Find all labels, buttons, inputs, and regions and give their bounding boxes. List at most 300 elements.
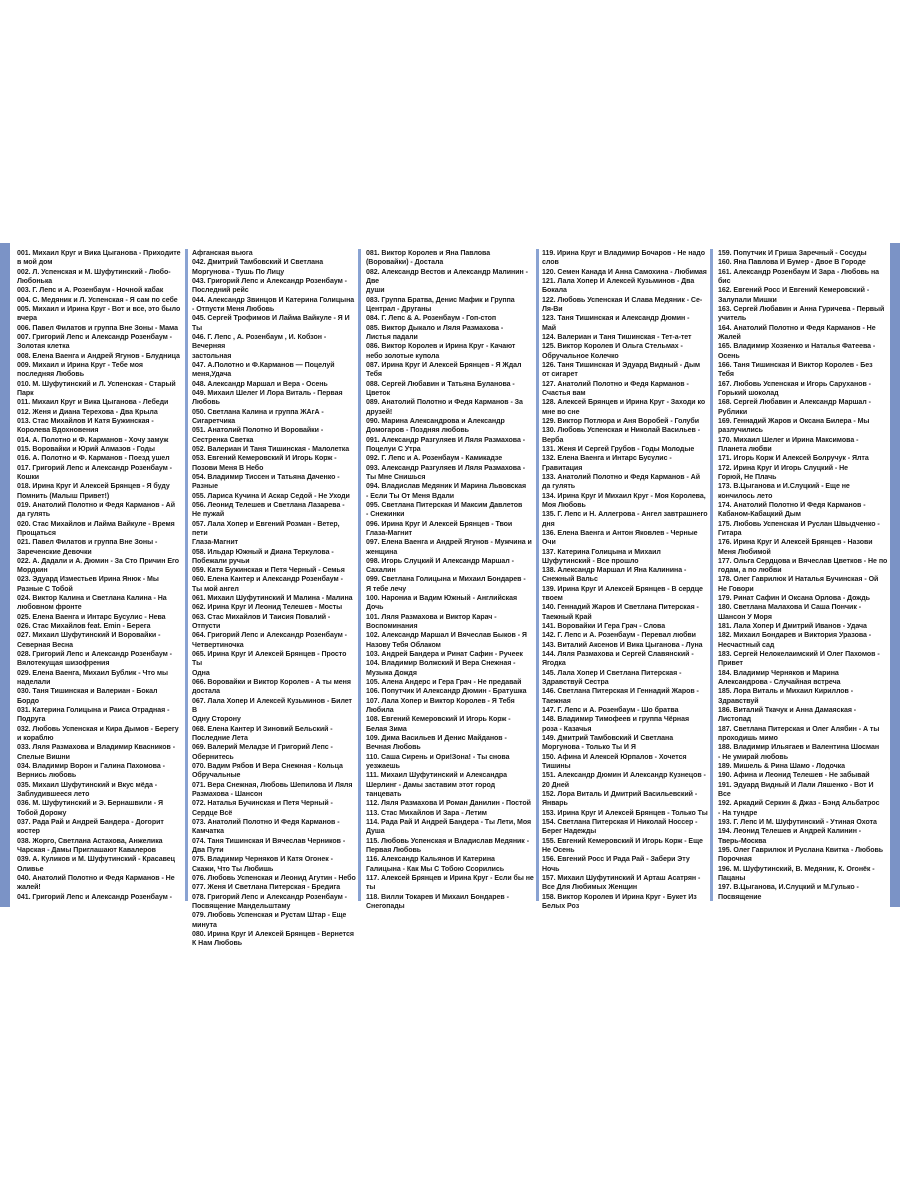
track-line: Посвящение	[718, 893, 762, 901]
track-line: 145. Лала Хопер И Светлана Питерская -	[542, 669, 682, 677]
track-line: Посвящение Мандельштаму	[192, 902, 291, 910]
track-line: застольная	[192, 352, 232, 360]
track-line: мне во сне	[542, 408, 580, 416]
track-line: Горький шоколад	[718, 389, 779, 397]
track-line: 010. М. Шуфутинский и Л. Успенская - Старый	[17, 380, 176, 388]
track-line: 015. Воровайки и Юрий Алмазов - Годы	[17, 445, 155, 453]
track-line: Музыка Дождя	[366, 669, 417, 677]
track-line: 091. Александр Разгуляев И Ляля Размахова -	[366, 436, 526, 444]
track-line: 064. Григорий Лепс и Александр Розенбаум -	[192, 632, 347, 640]
track-line: 134. Ирина Круг И Михаил Круг - Моя Королева,	[542, 492, 706, 500]
track-line: Оливье	[17, 865, 44, 873]
track-line: 023. Эдуард Изместьев Ирина Янюк - Мы	[17, 576, 159, 584]
track-line: и кораблю	[17, 735, 54, 743]
track-line: 033. Ляля Размахова и Владимир Квасников -	[17, 744, 176, 752]
track-line: 153. Ирина Круг И Алексей Брянцев - Только Ты	[542, 809, 708, 817]
track-line: проходишь мимо	[718, 735, 778, 743]
track-line: 116. Александр Кальянов И Катерина	[366, 856, 495, 864]
track-line: Тебя	[718, 371, 734, 379]
track-line: Глаза-Магнит	[192, 539, 239, 547]
track-line: костер	[17, 828, 40, 836]
track-line: 154. Светлана Питерская И Николай Носсер -	[542, 819, 698, 827]
track-line: 111. Михаил Шуфутинский и Александра	[366, 772, 507, 780]
track-line: 163. Сергей Любавин и Анна Гуричева - Первый	[718, 305, 885, 313]
track-line: 057. Лала Хопер и Евгений Розман - Ветер, пети	[192, 520, 340, 537]
track-line: Берег Надежды	[542, 828, 597, 836]
track-line: да гулять	[17, 511, 51, 519]
track-line: 068. Елена Кантер И Зиновий Бельский -	[192, 725, 333, 733]
track-line: 056. Леонид Телешев и Светлана Лазарева -	[192, 501, 345, 509]
track-line: Сердце Всё	[192, 809, 233, 817]
track-line: 178. Олег Гаврилюк И Наталья Бучинская - Ой	[718, 576, 879, 584]
track-line: 109. Дима Васильев И Денис Майданов -	[366, 735, 507, 743]
track-line: 045. Сергей Трофимов И Лайма Вайкуле - Я И	[192, 315, 350, 323]
track-line: 018. Ирина Круг И Алексей Брянцев - Я буду	[17, 483, 170, 491]
track-line: 005. Михаил и Ирина Круг - Вот и все, это было	[17, 305, 181, 313]
track-line: 168. Сергей Любавин и Александр Маршал -	[718, 399, 871, 407]
track-line: Александрова - Случайная встреча	[718, 679, 841, 687]
track-line: 002. Л. Успенская и М. Шуфутинский - Любо-	[17, 268, 171, 276]
track-line: 061. Михаил Шуфутинский И Малина - Малина	[192, 595, 353, 603]
track-line: Все Для Любимых Женщин	[542, 884, 638, 892]
track-line: 146. Светлана Питерская И Геннадий Жаров -	[542, 688, 699, 696]
track-line: - На тундре	[718, 809, 758, 817]
tracklist-column-2	[192, 249, 356, 948]
track-line: Дочь	[366, 604, 384, 612]
track-lines	[366, 249, 538, 911]
track-line: 079. Любовь Успенская и Рустам Штар - Еще	[192, 912, 347, 920]
track-line: 021. Павел Филатов и группа Вне Зоны -	[17, 539, 158, 547]
track-line: Чарская - Дамы Приглашают Кавалеров	[17, 847, 156, 854]
track-line: Любонька	[17, 277, 53, 285]
track-line: 084. Г. Лепс & А. Розенбаум - Гоп-стоп	[366, 315, 497, 323]
track-line: - Если Ты От Меня Вдали	[366, 492, 455, 500]
track-line: Рублики	[718, 408, 748, 416]
track-line: 123. Таня Тишинская и Александр Дюмин -	[542, 315, 690, 323]
track-line: 184. Владимир Черняков и Марина	[718, 669, 839, 677]
track-line: Назову Тебя Облаком	[366, 641, 441, 649]
track-line: 008. Елена Ваенга и Андрей Ягунов - Блудница	[17, 352, 180, 360]
track-line: Здравствуй Сестра	[542, 679, 609, 687]
track-line: 160. Яна Павлова И Бумер - Двое В Городе	[718, 259, 866, 267]
track-line: минута	[192, 921, 217, 929]
track-line: 089. Анатолий Полотно и Федя Карманов - За	[366, 399, 523, 407]
track-line: в мой дом	[17, 259, 53, 267]
track-line: Два Пути	[192, 847, 224, 854]
track-line: 161. Александр Розенбаум И Зара - Любовь на	[718, 268, 880, 276]
tracklist-sheet	[0, 243, 900, 948]
track-line: 104. Владимир Волжский И Вера Снежная -	[366, 660, 516, 668]
track-line: 170. Михаил Шелег и Ирина Максимова -	[718, 436, 859, 444]
track-line: - Не умирай любовь	[718, 753, 788, 761]
track-line: Тобой Дорожу	[17, 809, 67, 817]
track-line: 183. Сергей Нелокелаимский И Олег Пахомов -	[718, 651, 880, 659]
track-line: Любила	[366, 707, 394, 715]
track-line: Пацаны	[718, 874, 746, 882]
track-line: 047. А.Полотно и Ф.Карманов — Поцелуй	[192, 361, 335, 369]
track-line: 173. В.Цыганова и И.Слуцкий - Еще не	[718, 483, 850, 491]
track-line: Привет	[718, 660, 743, 668]
track-line: 102. Александр Маршал И Вячеслав Быков - Я	[366, 632, 527, 640]
track-line: 006. Павел Филатов и группа Вне Зоны - Мама	[17, 324, 178, 332]
track-line: 133. Анатолий Полотно и Федя Карманов - Ай	[542, 473, 701, 481]
track-line: 049. Михаил Шелег И Лора Виталь - Первая	[192, 389, 343, 397]
track-line: 120. Семен Канада И Анна Самохина - Любимая	[542, 268, 707, 276]
track-line: Порочная	[718, 856, 752, 864]
track-line: 159. Попутчик И Гриша Заречный - Сосуды	[718, 250, 867, 257]
track-line: 067. Лала Хопер И Алексей Кузьминов - Билет В	[192, 697, 352, 715]
track-line: 165. Владимир Хозяенко и Наталья Фатеева -	[718, 343, 876, 351]
track-line: танцевать	[366, 791, 402, 799]
track-line: 044. Александр Звинцов И Катерина Голицына	[192, 296, 355, 304]
track-line: 081. Виктор Королев и Яна Павлова	[366, 250, 491, 257]
track-line: 003. Г. Лепс и А. Розенбаум - Ночной кабак	[17, 287, 164, 295]
track-line: 122. Любовь Успенская И Слава Медяник - Се-	[542, 296, 703, 304]
track-line: 131. Женя И Сергей Грубов - Годы Молодые	[542, 445, 695, 453]
track-line: Январь	[542, 800, 568, 808]
track-line: 167. Любовь Успенская и Игорь Саруханов -	[718, 380, 871, 388]
track-line: 193. Г. Лепс И М. Шуфутинский - Утиная Охота	[718, 819, 877, 827]
track-line: души	[366, 287, 385, 295]
track-line: от сигарет	[542, 371, 578, 379]
track-line: 074. Таня Тишинская И Вячеслав Черников -	[192, 837, 346, 845]
track-line: 195. Олег Гаврилюк И Руслана Квитка - Любовь	[718, 847, 884, 854]
track-lines	[718, 249, 888, 902]
track-line: наделали	[17, 679, 51, 687]
track-line: 179. Ринат Сафин И Оксана Орлова - Дождь	[718, 595, 870, 603]
track-line: 176. Ирина Круг И Алексей Брянцев - Назови	[718, 539, 873, 547]
track-line: Ты мой ангел	[192, 585, 239, 593]
track-line: 115. Любовь Успенская и Владислав Медяник -	[366, 837, 529, 845]
track-line: 125. Виктор Королев И Ольга Стельмах -	[542, 343, 683, 351]
track-line: 088. Сергей Любавин и Татьяна Буланова -	[366, 380, 515, 388]
track-line: - Снежинки	[366, 511, 405, 519]
track-line: 042. Дмитрий Тамбовский И Светлана	[192, 259, 324, 267]
track-line: Душа	[366, 828, 385, 836]
track-line: Четвертиночка	[192, 641, 244, 649]
track-line: 070. Вадим Рябов И Вера Снежная - Кольца	[192, 763, 343, 771]
track-line: - Отпусти Меня Любовь	[192, 305, 275, 313]
track-line: 143. Виталий Аксенов И Вика Цыганова - Луна	[542, 641, 703, 649]
track-line: 144. Ляля Размахова и Сергей Славянский -	[542, 651, 694, 659]
track-line: 186. Виталий Ткачук и Анна Дамаяская -	[718, 707, 857, 715]
track-line: 158. Виктор Королев И Ирина Круг - Букет Из	[542, 893, 697, 901]
track-line: Цветок	[366, 389, 391, 397]
column-divider	[536, 249, 539, 901]
track-line: 126. Таня Тишинская И Эдуард Видный - Дым	[542, 361, 701, 369]
track-line: бис	[718, 277, 731, 285]
track-line: Сахалин	[366, 567, 396, 575]
track-line: Отпусти	[192, 623, 221, 631]
track-lines	[542, 249, 708, 911]
track-line: 013. Стас Михайлов И Катя Бужинская -	[17, 417, 154, 425]
track-line: 149. Дмитрий Тамбовский И Светлана	[542, 735, 674, 743]
track-line: 041. Григорий Лепс и Александр Розенбаум -	[17, 893, 172, 901]
track-line: Кабаном-Кабацкий Дым	[718, 511, 801, 519]
track-lines	[192, 249, 356, 949]
track-line: Гитара	[718, 529, 742, 537]
track-line: жалей!	[17, 884, 41, 892]
track-line: 055. Лариса Кучина И Аскар Седой - Не Уходи	[192, 492, 350, 500]
track-line: 083. Группа Братва, Денис Мафик и Группа	[366, 296, 515, 304]
track-line: Моя Любовь	[542, 501, 586, 509]
track-line: 139. Ирина Круг И Алексей Брянцев - В сердце	[542, 585, 703, 593]
track-line: 027. Михаил Шуфутинский И Воровайки -	[17, 632, 161, 640]
track-line: 128. Алексей Брянцев и Ирина Круг - Заходи ко	[542, 399, 706, 407]
track-line: Ты	[192, 324, 203, 332]
track-line: Таежная	[542, 697, 571, 705]
track-line: 093. Александр Разгуляев И Ляля Размахова -	[366, 464, 526, 472]
track-line: Шуфутинский - Все прошло	[542, 557, 639, 565]
track-line: Первая Любовь	[366, 847, 422, 854]
track-line: Я тебе лечу	[366, 585, 407, 593]
track-line: Скажи, Что Ты Любишь	[192, 865, 274, 873]
track-line: Очи	[542, 539, 556, 547]
track-line: 011. Михаил Круг и Вика Цыганова - Лебеди	[17, 399, 169, 407]
track-line: 034. Владимир Ворон и Галина Пахомова -	[17, 763, 165, 771]
track-line: Не Говори	[718, 585, 754, 593]
track-line: дня	[542, 520, 555, 528]
track-line: 121. Лала Хопер И Алексей Кузьминов - Два	[542, 277, 695, 285]
track-line: 148. Владимир Тимофеев и группа Чёрная	[542, 716, 690, 724]
track-line: Май	[542, 324, 557, 332]
track-line: 050. Светлана Калина и группа ЖАгА -	[192, 408, 324, 416]
track-line: 136. Елена Ваенга и Антон Яковлев - Черные	[542, 529, 698, 537]
track-line: Шансон У Моря	[718, 613, 772, 621]
track-line: Централ - Друганы	[366, 305, 432, 313]
track-line: 059. Катя Бужинская и Петя Черный - Семья	[192, 567, 345, 575]
track-line: Планета любви	[718, 445, 772, 453]
track-line: Ля-Ви	[542, 305, 563, 313]
right-edge-bar	[890, 243, 900, 907]
track-line: Любовь	[192, 399, 220, 407]
column-divider	[185, 249, 188, 901]
track-line: 106. Попутчик И Александр Дюмин - Братушка	[366, 688, 527, 696]
track-line: 099. Светлана Голицына и Михаил Бондарев -	[366, 576, 526, 584]
track-line: 012. Женя и Диана Терехова - Два Крыла	[17, 408, 158, 416]
track-line: Белая Зима	[366, 725, 407, 733]
track-line: достала	[192, 688, 221, 696]
track-line: Глаза-Магнит	[366, 529, 413, 537]
track-line: 112. Ляля Размахова И Роман Данилин - Постой	[366, 800, 531, 808]
track-line: Северная Весна	[17, 641, 74, 649]
track-line: 048. Александр Маршал и Вера - Осень	[192, 380, 328, 388]
track-line: 137. Катерина Голицына и Михаил	[542, 548, 661, 556]
left-edge-bar	[0, 243, 10, 907]
track-line: Моргунова - Только Ты И Я	[542, 744, 636, 752]
track-line: 090. Марина Александрова и Александр	[366, 417, 505, 425]
track-line: 185. Лора Виталь и Михаил Кириллов -	[718, 688, 854, 696]
track-line: 175. Любовь Успенская И Руслан Швыдченко -	[718, 520, 880, 528]
track-line: 020. Стас Михайлов и Лайма Вайкуле - Время	[17, 520, 175, 528]
tracklist-column-1	[17, 249, 186, 903]
track-line: кончилось лето	[718, 492, 773, 500]
track-line: Заблудившееся лето	[17, 791, 90, 799]
track-line: 181. Лала Хопер И Дмитрий Иванов - Удача	[718, 623, 867, 631]
track-line: 196. М. Шуфутинский, В. Медяник, К. Огонёк -	[718, 865, 875, 873]
track-line: Помнить (Малыш Привет!)	[17, 492, 110, 500]
track-line: 124. Валериан и Таня Тишинская - Тет-а-тет	[542, 333, 692, 341]
track-line: 092. Г. Лепс и А. Розенбаум - Камикадзе	[366, 455, 503, 463]
track-line: 009. Михаил и Ирина Круг - Тебе моя	[17, 361, 143, 369]
column-divider	[710, 249, 713, 901]
track-line: меня,Удача	[192, 371, 232, 379]
track-line: 101. Ляля Размахова и Виктор Карач -	[366, 613, 497, 621]
track-line: 169. Геннадий Жаров и Оксана Билера - Мы	[718, 417, 870, 425]
track-line: Бокала	[542, 287, 567, 295]
track-line: Вялотекущая шизофрения	[17, 660, 110, 668]
track-line: 166. Таня Тишинская И Виктор Королев - Без	[718, 361, 873, 369]
track-line: 188. Владимир Ильягаев и Валентина Шосман	[718, 744, 880, 752]
track-line: 004. С. Медяник и Л. Успенская - Я сам по себе	[17, 296, 178, 304]
track-line: Шерлинг - Дамы заставим этот город	[366, 781, 496, 789]
track-line: 075. Владимир Черняков И Катя Огонек -	[192, 856, 333, 864]
track-line: Последний рейс	[192, 287, 249, 295]
track-line: Бордо	[17, 697, 40, 705]
track-line: Разные	[192, 483, 219, 491]
track-line: Листопад	[718, 716, 752, 724]
track-line: 189. Мишель & Рина Шамо - Лодочка	[718, 763, 845, 771]
track-line: 062. Ирина Круг И Леонид Телешев - Мосты	[192, 604, 343, 612]
track-line: да гулять	[542, 483, 576, 491]
track-line: Спелые Вишни	[17, 753, 70, 761]
track-line: 001. Михаил Круг и Вика Цыганова - Приходите	[17, 250, 181, 257]
track-line: Счастья вам	[542, 389, 586, 397]
track-line: любовном фронте	[17, 604, 82, 612]
track-line: 063. Стас Михайлов И Таисия Повалий -	[192, 613, 331, 621]
track-line: Одна	[192, 669, 210, 677]
track-line: Горюй, Не Плачь	[718, 473, 777, 481]
track-line: 065. Ирина Круг И Алексей Брянцев - Просто Ты	[192, 651, 347, 668]
track-line: 046. Г. Лепс , А. Розенбаум , И. Кобзон - Вечерняя	[192, 333, 327, 351]
track-line: Прощаться	[17, 529, 56, 537]
track-line: 130. Любовь Успенская и Николай Васильев -	[542, 427, 701, 435]
track-line: Последние Лета	[192, 735, 248, 743]
track-line: 100. Нарониа и Вадим Южный - Английская	[366, 595, 518, 603]
track-line: 066. Воровайки и Виктор Королев - А ты меня	[192, 679, 351, 687]
track-line: ты	[366, 884, 376, 892]
track-line: 164. Анатолий Полотно и Федя Карманов - Не	[718, 324, 876, 332]
track-line: Тишины	[542, 763, 571, 771]
track-line: Тверь-Москва	[718, 837, 767, 845]
track-line: 127. Анатолий Полотно и Федя Карманов -	[542, 380, 689, 388]
track-line: 171. Игорь Корж И Алексей Болручук - Ялта	[718, 455, 869, 463]
track-line: 026. Стас Михайлов feat. Emin - Берега	[17, 623, 151, 631]
track-line: учитель	[718, 315, 747, 323]
track-line: Залупали Мишки	[718, 296, 777, 304]
track-line: 108. Евгений Кемеровский И Игорь Корж -	[366, 716, 511, 724]
track-line: 117. Алексей Брянцев и Ирина Круг - Если бы не	[366, 874, 534, 882]
track-line: 156. Евгений Росс И Рада Рай - Забери Эту Ночь	[542, 856, 690, 873]
track-line: 032. Любовь Успенская и Кира Дымов - Берегу	[17, 725, 179, 733]
track-line: 030. Таня Тишинская и Валериан - Бокал	[17, 688, 158, 696]
track-line: 014. А. Полотно и Ф. Карманов - Хочу замуж	[17, 436, 169, 444]
track-line: друзей!	[366, 408, 393, 416]
track-line: 20 Дней	[542, 781, 569, 789]
track-line: Все	[718, 791, 731, 799]
track-line: 110. Саша Сирень и Ори!Зона! - Ты снова	[366, 753, 510, 761]
track-line: 052. Валериан И Таня Тишинская - Малолетка	[192, 445, 350, 453]
track-line: Размахова - Шансон	[192, 791, 263, 799]
track-line: Кошки	[17, 473, 40, 481]
track-line: Разные С Тобой	[17, 585, 73, 593]
track-line: 039. А. Куликов и М. Шуфутинский - Красавец	[17, 856, 175, 864]
track-line: 155. Евгений Кемеровский И Игорь Корж - Еще	[542, 837, 703, 845]
track-line: Воспоминания	[366, 623, 418, 631]
track-line: 058. Ильдар Южный и Диана Теркулова -	[192, 548, 334, 556]
track-line: 192. Аркадий Серкин & Джаз - Бэнд Альбатрос	[718, 800, 880, 808]
track-line: 114. Рада Рай И Андрей Бандера - Ты Лети, Моя	[366, 819, 532, 827]
track-line: Снежный Вальс	[542, 576, 598, 584]
track-line: Позови Меня В Небо	[192, 464, 264, 472]
track-line: 197. В.Цыганова, И.Слуцкий и М.Гулько -	[718, 884, 859, 892]
track-line: 162. Евгений Росс И Евгений Кемеровский -	[718, 287, 870, 295]
track-line: 190. Афина и Леонид Телешев - Не забывай	[718, 772, 870, 780]
track-line: 098. Игорь Слуцкий И Александр Маршал -	[366, 557, 514, 565]
track-line: 078. Григорий Лепс и Александр Розенбаум -	[192, 893, 347, 901]
track-line: Галицына - Как Мы С Тобою Ссорились	[366, 865, 505, 873]
track-line: Сестренка Светка	[192, 436, 254, 444]
tracklist-column-5	[718, 249, 888, 903]
track-line: Не Осень	[542, 847, 575, 854]
track-line: Сигаретчика	[192, 417, 236, 425]
track-line: 087. Ирина Круг И Алексей Брянцев - Я Ждал	[366, 361, 522, 369]
track-line: 036. М. Шуфутинский и Э. Бернашвили - Я	[17, 800, 163, 808]
track-line: Вернись любовь	[17, 772, 77, 780]
track-line: 054. Владимир Тиссен и Татьяна Даченко -	[192, 473, 340, 481]
track-line: 060. Елена Кантер и Александр Розенбаум -	[192, 576, 343, 584]
track-line: 080. Ирина Круг И Алексей Брянцев - Вернется	[192, 930, 354, 938]
track-line: 152. Лора Виталь И Дмитрий Васильевский -	[542, 791, 698, 799]
track-line: Домогаров - Поздняя любовь	[366, 427, 469, 435]
track-line: 051. Анатолий Полотно И Воровайки -	[192, 427, 324, 435]
track-line: уезжаешь	[366, 763, 400, 771]
track-line: 180. Светлана Малахова И Саша Пончик -	[718, 604, 861, 612]
track-line: 140. Геннадий Жаров И Светлана Питерская -	[542, 604, 699, 612]
track-line: 097. Елена Ваенга и Андрей Ягунов - Мужчина и	[366, 539, 532, 547]
track-line: 071. Вера Снежная, Любовь Шепилова И Ляля	[192, 781, 353, 789]
track-line: 142. Г. Лепс и А. Розенбаум - Перевал любви	[542, 632, 696, 640]
track-line: 157. Михаил Шуфутинский И Арташ Асатрян -	[542, 874, 701, 882]
track-line: разлучились	[718, 427, 763, 435]
tracklist-column-4	[542, 249, 708, 910]
track-line: Не пужай	[192, 511, 225, 519]
track-line: 141. Воровайки И Гера Грач - Слова	[542, 623, 666, 631]
track-line: Осень	[718, 352, 740, 360]
track-line: Снегопады	[366, 902, 405, 910]
track-line: Обручальное Колечко	[542, 352, 619, 360]
track-line: 191. Эдуард Видный И Лали Ляшенко - Вот И	[718, 781, 874, 789]
track-line: 035. Михаил Шуфутинский и Вкус мёда -	[17, 781, 158, 789]
track-line: Ты Мне Снишься	[366, 473, 426, 481]
track-line: Королева Вдохновения	[17, 427, 99, 435]
track-line: К Нам Любовь	[192, 940, 243, 948]
track-line: 022. А. Дадали и А. Дюмин - За Сто Причин Его	[17, 557, 180, 565]
track-line: 129. Виктор Потлюра и Аня Воробей - Голуби	[542, 417, 700, 425]
track-line: 029. Елена Ваенга, Михаил Бублик - Что мы	[17, 669, 168, 677]
track-line: 113. Стас Михайлов И Зара - Летим	[366, 809, 487, 817]
track-line: 095. Светлана Питерская И Максим Давлетов	[366, 501, 523, 509]
track-line: Ягодка	[542, 660, 566, 668]
track-line: Моргунова - Тушь По Лицу	[192, 268, 285, 276]
track-line: 007. Григорий Лепс и Александр Розенбаум -	[17, 333, 172, 341]
track-line: 076. Любовь Успенская и Леонид Агутин - Небо	[192, 874, 356, 882]
track-line: 037. Рада Рай и Андрей Бандера - Догорит	[17, 819, 164, 827]
track-line: 077. Женя И Светлана Питерская - Бредига	[192, 884, 341, 892]
track-line: 132. Елена Ваенга и Интарс Бусулис -	[542, 455, 672, 463]
track-line: 017. Григорий Лепс и Александр Розенбаум -	[17, 464, 172, 472]
track-line: Жалей	[718, 333, 741, 341]
